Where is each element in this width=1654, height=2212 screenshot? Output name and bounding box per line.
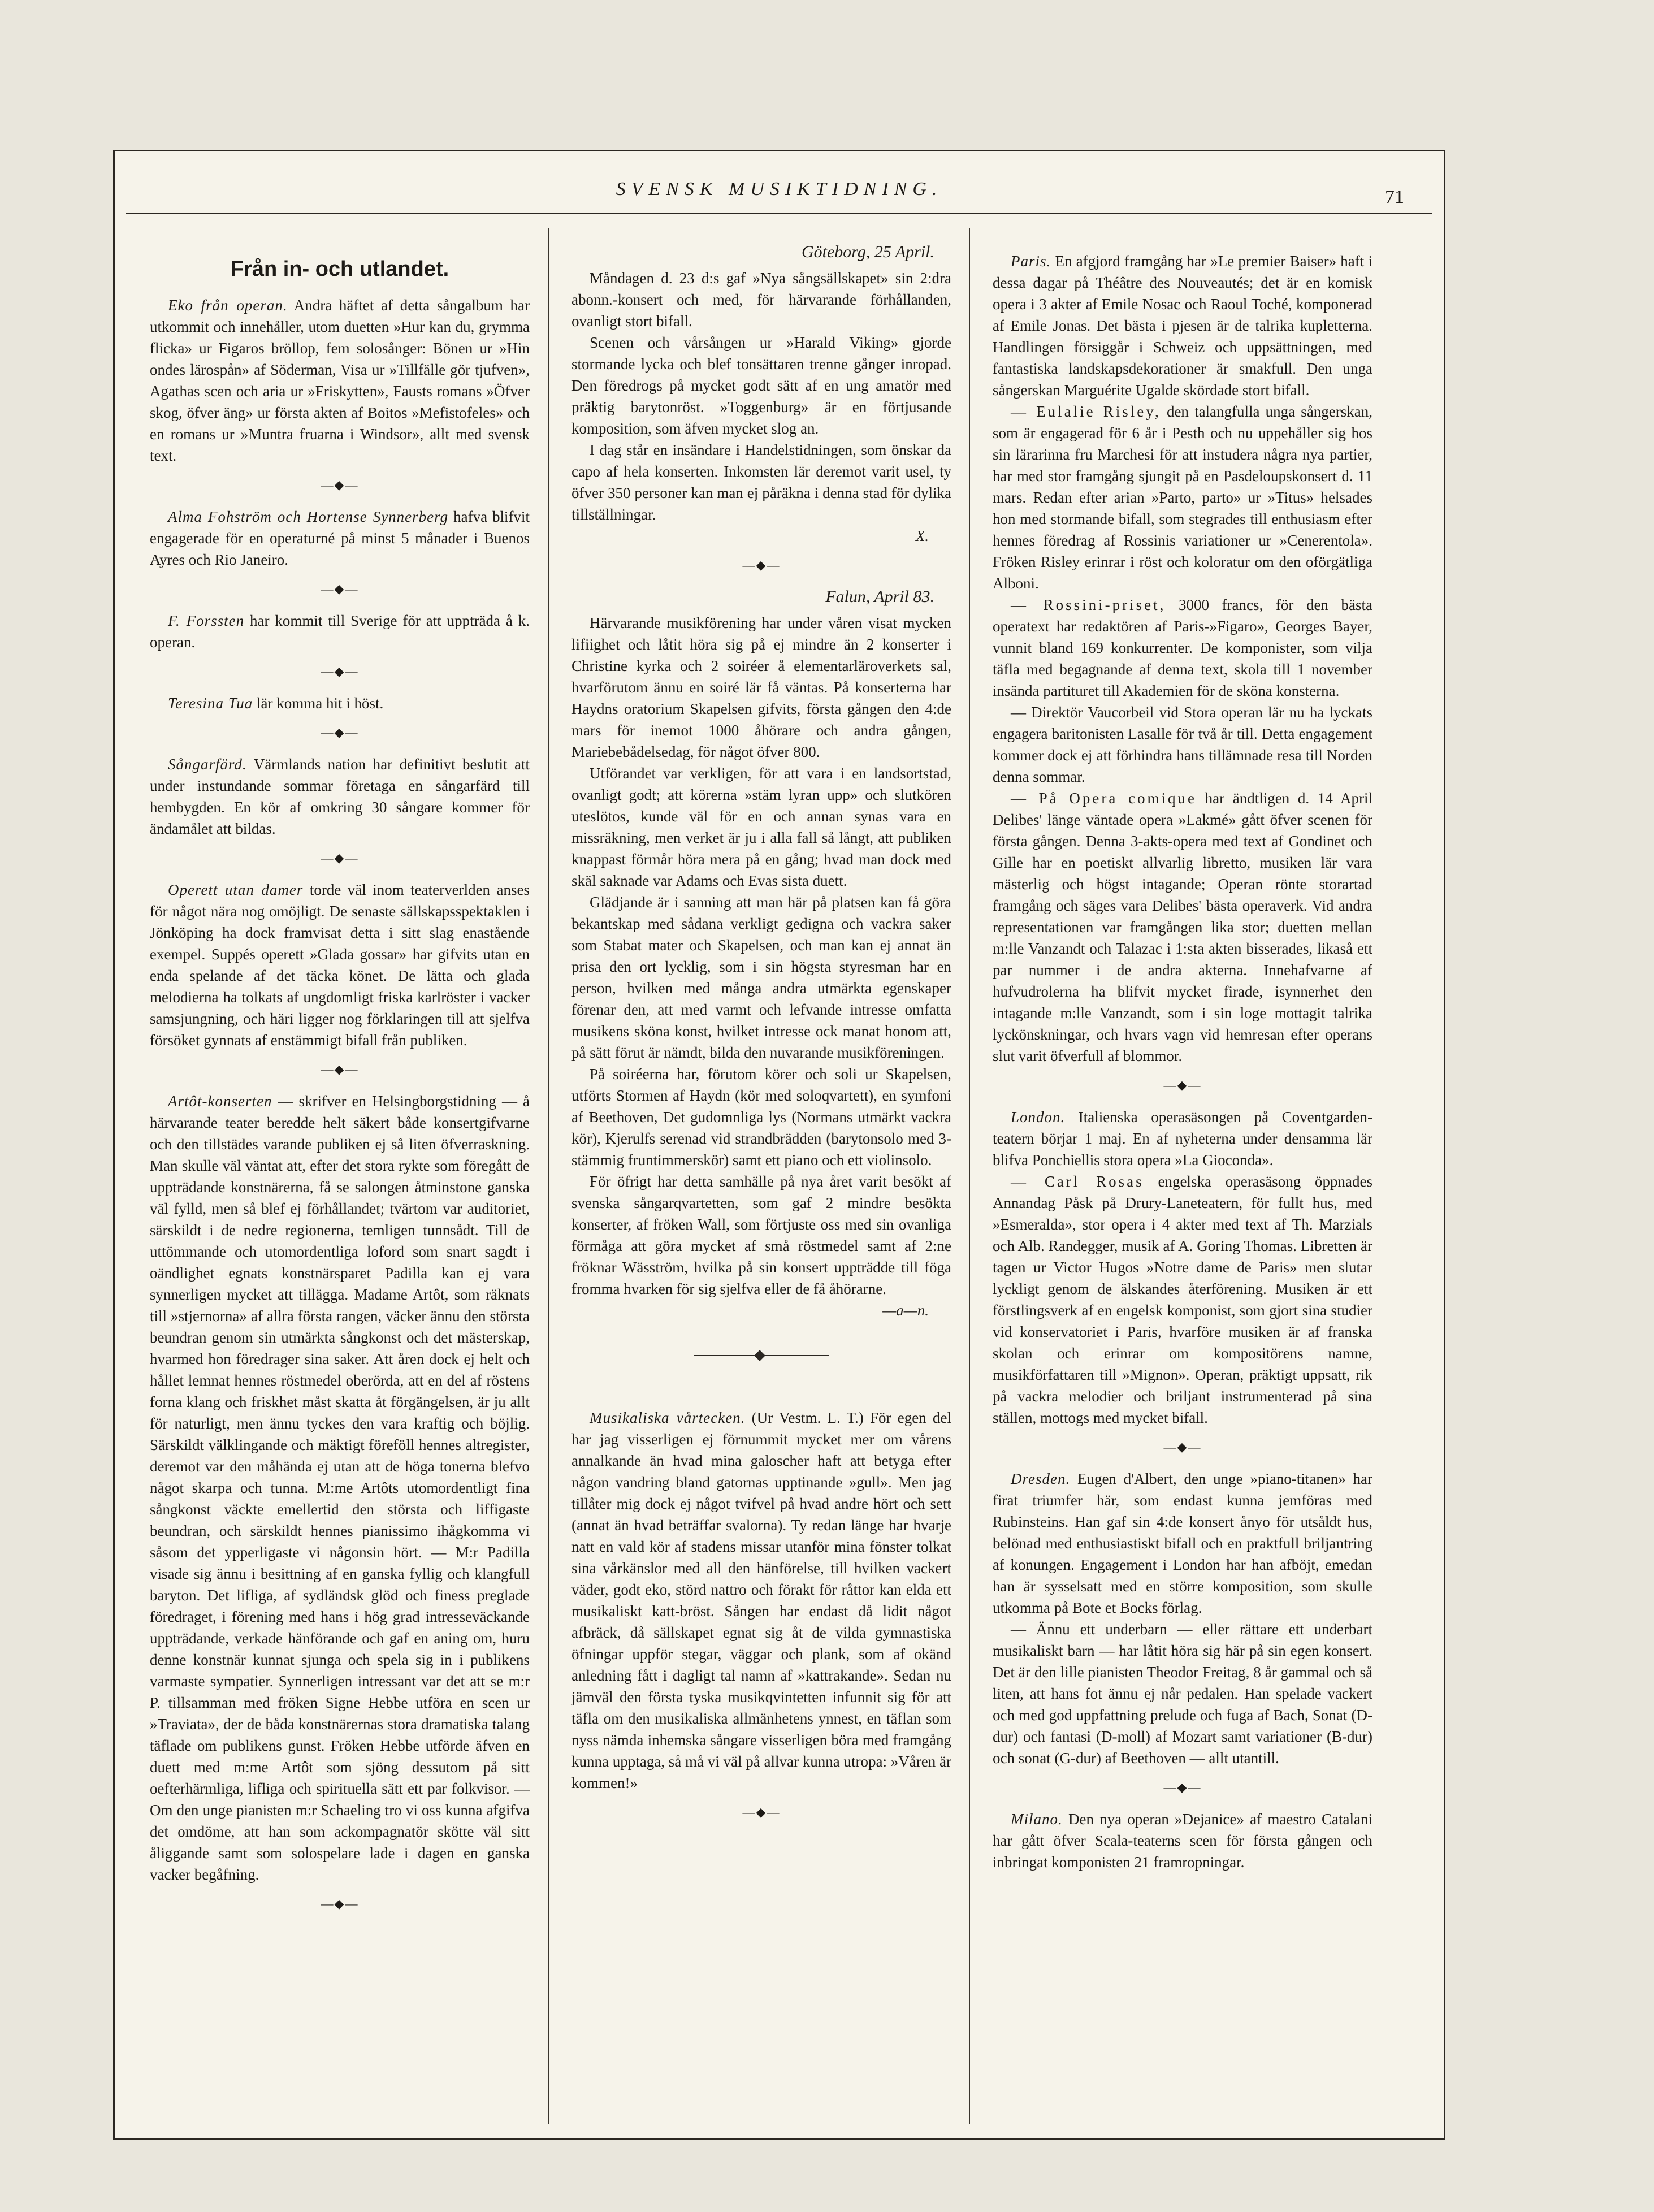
news-item: [150, 692, 530, 714]
item-text: En afgjord framgång har »Le premier Baiser» haft i dessa dagar på Théâtre des Nouveautés; det är en komisk opera i 3 akter af Emile Nosac och Raoul Toché, komponerad af Emile Jonas. Det bästa i pjesen är de talrika kupletterna. Handlingen försiggår i Schweiz och uppsättningen, med fantastiska landskapsdekorationer är smakfull. Den unga sångerskan Marguérite Ugalde skördade stort bifall.: [993, 253, 1372, 399]
divider-ornament: [694, 1355, 829, 1356]
item-lead: Alma Fohström och Hortense Synnerberg: [168, 508, 449, 525]
item-separator: —◆—: [321, 851, 359, 865]
news-item: [993, 594, 1372, 702]
item-text: — skrifver en Helsingborgstidning — å härvarande teater beredde helt säkert både konsertgifvarne och den tillstädes varande publiken ej så liten öfverraskning. Man skulle väl väntat att, efter det stora rykte som föregått de uppträdande konstnärerna, få se salongen åtminstone ganska väl fylld, men så blef ej förhållandet; tvärtom var auditoriet, särskildt i de nedre regionerna, temligen tunnsådt. Till de uttömmande och utomordentliga loford som snart sagdt i oändlighet egnats konstnärsparet Padilla kan ej vara synnerligen mycket att tillägga. Madame Artôt, som räknats till »stjernorna» af allra första rangen, väcker ännu den största beundran genom sin utmärkta sångkonst och det mästerskap, hvarmed hon föredrager sina saker. Att åren dock ej helt och hållet lemnat hennes röstmedel oberörda, att en del af röstens forna klang och friskhet måst skatta åt förgängelsen, är ju allt för naturligt, men ännu tyckes den vara kraftig och böjlig. Särskildt välklingande och mäktigt föreföll hennes altregister, deremot var den måhända ej utan att de höga tonerna blefvo något skarpa och tunna. M:me Artôts utomordentligt fina sångkonst väckte emellertid den största och liffigaste beundran, och särskildt hennes pianissimo ihågkomma vi såsom det ypperligaste vi någonsin hört. — M:r Padilla visade sig ännu i besittning af en ganska fyllig och klangfull baryton. Det lifliga, af sydländsk glöd och finess preglade föredraget, i förening med hans i hög grad intresseväckande uppträdande, verkade hänförande och gaf en aning om, huru denne konstnär kunnat sjunga och spela sig in i publikens varmaste sympatier. Synnerligen intressant var det att se m:r P. tillsamman med fröken Signe Hebbe utföra en scen ur »Traviata», der de båda konstnärernas stora dramatiska talang täflade om publikens gunst. Fröken Hebbe utförde äfven en duett med m:me Artôt som sjöng dessutom på sitt oefterhärmliga, lifliga och spirituella sätt ett par folkvisor. — Om den unge pianisten m:r Schaeling tro vi oss kunna afgifva det omdöme, att han som ackompagnatör skötte väl sitt åliggande samt som solospelare lade i dagen en ganska vacker begåfning.: [150, 1093, 530, 1883]
item-lead: Operett utan damer: [168, 881, 304, 898]
column-1: [150, 228, 530, 2124]
news-item: [571, 1407, 951, 1794]
column-rule-left: [548, 228, 549, 2124]
item-lead: Musikaliska vårtecken.: [590, 1409, 746, 1426]
item-separator: —◆—: [1163, 1078, 1202, 1092]
news-item: [150, 506, 530, 570]
column-3: [993, 228, 1372, 2124]
publication-title: SVENSK MUSIKTIDNING.: [616, 179, 943, 200]
item-text: hafva blifvit engagerade för en operaturné på minst 5 månader i Buenos Ayres och Rio Janeiro.: [150, 508, 530, 568]
dateline: Göteborg, 25 April.: [801, 243, 934, 261]
paragraph: Glädjande är i sanning att man här på platsen kan få göra bekantskap med sådana verkligt gedigna och vackra saker som Stabat mater och Skapelsen, och man kan ej annat än prisa den ort lycklig, som i sin högsta styresman har en person, hvilken med många andra utmärkta egenskaper förenar den, att med varmt och lefvande intresse omfatta musikens sköna konst, hvilket intresse ock manat honom att, på sätt förut är nämdt, bilda den nuvarande musikföreningen.: [571, 894, 951, 1061]
news-item: [993, 787, 1372, 1067]
paragraph: I dag står en insändare i Handelstidningen, som önskar da capo af hela konserten. Inkomsten lär deremot varit usel, ty öfver 350 personer kan man ej påräkna i denna stad för dylika tillställningar.: [571, 441, 951, 523]
item-separator: —◆—: [321, 1062, 359, 1076]
header-rule: [126, 213, 1432, 214]
item-lead: Paris.: [1011, 253, 1051, 270]
item-lead: — Direktör: [1011, 704, 1083, 721]
news-item: [993, 401, 1372, 594]
news-item: [150, 610, 530, 653]
news-item: [993, 1171, 1372, 1429]
item-lead: Artôt-konserten: [168, 1093, 272, 1110]
item-lead: Teresina Tua: [168, 695, 253, 712]
item-lead: Milano.: [1011, 1811, 1063, 1828]
column-2: [571, 228, 951, 2124]
signature: X.: [915, 527, 929, 544]
item-lead: — Eulalie Risley,: [1011, 403, 1161, 420]
item-text: lär komma hit i höst.: [257, 695, 384, 712]
news-item: [993, 1106, 1372, 1171]
item-text: ett underbarn — eller rättare ett underbart musikaliskt barn — har låtit höra sig här på sin egen konsert. Det är den lille pianisten Theodor Freitag, 8 år gammal och så liten, att hans fot ännu ej når pedalen. Han spelade vackert och med god uppfattning prelude och fuga af Bach, Sonat (D-dur) och fantasi (D-moll) af Mozart samt variationer (B-dur) och sonat (G-dur) af Beethoven — allt utantill.: [993, 1621, 1372, 1767]
item-text: har kommit till Sverige för att uppträda å k. operan.: [150, 612, 530, 651]
item-lead: Sångarfärd.: [168, 756, 247, 773]
news-item: [993, 1618, 1372, 1769]
page-number: 71: [1385, 187, 1404, 207]
news-item: [993, 1468, 1372, 1618]
paragraph: Utförandet var verkligen, för att vara i en landsortstad, ovanligt godt; att körerna »stäm lyran upp» och slutkören uteslötos, kunde väl för en och annan synas vara en missräkning, men verket är ju i alla fall så långt, att publiken knappast förmår höra mera på en gång; hvad man dock med skäl saknade var Adams och Evas sista duett.: [571, 765, 951, 889]
item-separator: —◆—: [321, 478, 359, 492]
item-lead: — Rossini-priset,: [1011, 596, 1166, 613]
item-separator: —◆—: [1163, 1440, 1202, 1454]
item-text: har ändtligen d. 14 April Delibes' länge väntade opera »Lakmé» gått öfver scenen för första gången. Denna 3-akts-opera med text af Gondinet och Gille har en poetiskt allvarlig libretto, musiken lär vara mästerlig och högst intagande; Operan rönte storartad framgång och säges vara Delibes' bästa operaverk. Vid andra representationen var framgången lika stor; duetten mellan m:lle Vanzandt och Talazac i 1:sta akten bisserades, likaså ett par nummer i de andra akterna. Innehafvarne af hufvudrolerna ha blifvit mycket firade, isynnerhet den intagande m:lle Vanzandt, som i sin loge mottagit talrika lyckönskningar, och hvars vagn vid hemresan efter operans slut varit öfverfull af blommor.: [993, 790, 1372, 1064]
section-heading: Från in- och utlandet.: [230, 257, 449, 281]
item-separator: —◆—: [742, 1805, 781, 1819]
section-divider: [571, 1340, 951, 1362]
item-text: 3000 francs, för den bästa operatext har redaktören af Paris-»Figaro», Georges Bayer, vunnit bland 169 konkurrenter. De komponister, som vilja täfla med begagnande af denna text, skola till 1 november insända partituret till Akademien för de sköna konsterna.: [993, 596, 1372, 699]
news-item: [993, 250, 1372, 401]
item-separator: —◆—: [321, 664, 359, 678]
dateline: Falun, April 83.: [825, 587, 934, 606]
item-text: Den nya operan »Dejanice» af maestro Catalani har gått öfver Scala-teaterns scen för första gången och inbringat komponisten 21 framropningar.: [993, 1811, 1372, 1871]
item-text: Italienska operasäsongen på Coventgarden-teatern börjar 1 maj. En af nyheterna under densamma lär blifva Ponchiellis stora opera »La Gioconda».: [993, 1109, 1372, 1168]
page-header: [115, 151, 1444, 215]
paragraph: Härvarande musikförening har under våren visat mycken lifiighet och låtit höra sig på ej mindre än 2 konserter i Christine kyrka och 2 soiréer å elementarläroverkets sal, hvarförutom ännu en soiré lär få väntas. På konserterna har Haydns oratorium Skapelsen gifvits, första gången den 4:de mars för inemot 1000 åhörare och andra gången, Mariebebådelsedag, för något öfver 800.: [571, 614, 951, 760]
newspaper-page: [113, 150, 1445, 2140]
item-text: torde väl inom teaterverlden anses för något nära nog omöjligt. De senaste sällskapsspektaklen i Jönköping ha dock framvisat detta i sitt slag enastående exempel. Suppés operett »Glada gossar» har gifvits utan en enda spelande af det täcka könet. De lätta och glada melodierna ha tolkats af ungdomligt friska karlröster i vacker samsjungning, och häri ligger nog förklaringen till att sjelfva försöket gynnats af enstämmigt bifall från publiken.: [150, 881, 530, 1049]
news-item: [150, 1090, 530, 1885]
news-item: [150, 295, 530, 466]
item-lead: Dresden.: [1011, 1470, 1071, 1487]
item-text: den talangfulla unga sångerskan, som är engagerad för 6 år i Pesth och nu uppehåller sig hos sin lärarinna fru Marchesi för att instudera några nya partier, har med stor framgång sjungit på en Pasdeloupskonsert d. 11 mars. Redan efter arian »Parto, parto» ur »Titus» helsades hon med stormande bifall, som stegrades till enthusiasm efter hennes föredrag af Rossinis variationer ur »Cenerentola». Fröken Risley erinrar i röst och koloratur om den oförgätliga Alboni.: [993, 403, 1372, 592]
paragraph: För öfrigt har detta samhälle på nya året varit besökt af svenska sångarqvartetten, som gaf 2 mindre besökta konserter, af fröken Wall, som förtjuste oss med sin ovanliga förmåga att göra mycket af små röstmedel samt af 2:ne fröknar Wäsström, hvilka på sin konsert uppträdde till föga fromma hvarken för sig sjelfva eller de få åhörarne.: [571, 1173, 951, 1297]
news-item: [150, 754, 530, 839]
item-lead: London.: [1011, 1109, 1066, 1126]
item-lead: — Ännu: [1011, 1621, 1070, 1638]
news-item: [150, 879, 530, 1051]
item-lead: — På Opera comique: [1011, 790, 1197, 807]
item-lead: — Carl Rosas: [1011, 1173, 1144, 1190]
item-separator: —◆—: [742, 558, 781, 572]
item-text: Eugen d'Albert, den unge »piano-titanen» har firat triumfer här, som endast kunna jemföras med Rubinsteins. Han gaf sin 4:de konsert ånyo för utsåldt hus, belönad med enthusiastiskt bifall och en praktfull briljantring af konungen. Engagement i London har han afböjt, emedan han är sysselsatt med en större komposition, som skulle utkomma på Bote et Bocks förlag.: [993, 1470, 1372, 1616]
paragraph: På soiréerna har, förutom körer och soli ur Skapelsen, utförts Stormen af Haydn (kör med soloqvartett), en symfoni af Beethoven, Det gudomnliga lys (Normans utmärkt vackra kör), Kjerulfs serenad vid strandbrädden (barytonsolo med 3-stämmig fruntimmerskör) samt ett piano och ett violinsolo.: [571, 1066, 951, 1168]
item-text: Vaucorbeil vid Stora operan lär nu ha lyckats engagera baritonisten Lasalle för två år till. Detta engagement kommer dock ej att förhindra hans tillämnade resa till Norden denna sommar.: [993, 704, 1372, 785]
item-separator: —◆—: [321, 725, 359, 739]
item-text: Värmlands nation har definitivt beslutit att under instundande sommar företaga en sångarfärd till hembygden. En kör af omkring 30 sångare kommer för ändamålet att bildas.: [150, 756, 530, 837]
item-text: engelska operasäsong öppnades Annandag Påsk på Drury-Laneteatern, för fullt hus, med »Esmeralda», stor opera i 4 akter med text af Th. Marzials och Alb. Randegger, musik af A. Goring Thomas. Libretten är tagen ur Victor Hugos »Notre dame de Paris» men slutar lyckligt genom de älskandes återförening. Musiken är ett förstlingsverk af en engelsk komponist, som gjort sina studier vid konservatoriet i Paris, hvarföre musiken är af franska skolan och erinrar om kompositörens namne, musikförfattaren till »Mignon». Operan, präktigt uppsatt, rik på vackra melodier och briljant instrumenterad på sina ställen, mottogs med mycket bifall.: [993, 1173, 1372, 1426]
column-rule-right: [969, 228, 970, 2124]
item-text: Andra häftet af detta sångalbum har utkommit och innehåller, utom duetten »Hur kan du, grymma flicka» ur Figaros bröllop, fem solosånger: Bönen ur »Hin ondes lärospån» af Söderman, Visa ur »Tillfälle gör tjufven», Agathas scen och aria ur »Friskytten», Fausts romans »Öfver skog, öfver äng» ur första akten af Boitos »Mefistofeles» och en romans ur »Muntra fruarna i Windsor», allt med svensk text.: [150, 297, 530, 464]
news-item: [993, 702, 1372, 787]
paragraph: Måndagen d. 23 d:s gaf »Nya sångsällskapet» sin 2:dra abonn.-konsert och med, för härvarande förhållanden, ovanligt stort bifall.: [571, 270, 951, 330]
signature: —a—n.: [882, 1302, 929, 1319]
item-lead: F. Forssten: [168, 612, 245, 629]
news-item: [993, 1808, 1372, 1873]
item-separator: —◆—: [1163, 1780, 1202, 1794]
paragraph: Scenen och vårsången ur »Harald Viking» gjorde stormande lycka och blef tonsättaren trenne gånger inropad. Den föredrogs på mycket godt sätt af en ung amatör med präktig barytonröst. »Toggenburg» är en förtjusande komposition, som äfven mycket slog an.: [571, 334, 951, 437]
item-separator: —◆—: [321, 1897, 359, 1911]
item-lead: Eko från operan.: [168, 297, 288, 314]
item-separator: —◆—: [321, 582, 359, 596]
item-text: (Ur Vestm. L. T.) För egen del har jag visserligen ej förnummit mycket mer om vårens annalkande än hvad mina galoscher haft att betyga efter någon vandring bland gatornas upptinande »gull». Men jag tillåter mig dock ej något tvifvel på hvad andre hört och sett (annat än hvad beträffar svalorna). Ty redan länge har hvarje natt en vald kör af stadens missar utanför mina fönster tolkat sina vårkänslor med all den hänförelse, till hvilken vackert väder, godt eko, störd nattro och förakt för råttor kan elda ett musikaliskt katt-bröst. Sången har endast då lidit något afbräck, då sällskapet egnat sig åt de vilda gymnastiska öfningar uppför stegar, väggar och plank, som af okänd anledning fått i dagligt tal namn af »kattrakande». Sedan nu jämväl den första tyska musikqvintetten infunnit sig för att täfla om den musikaliska allmänhetens ynnest, en täflan som nyss nämda inhemska sångare visserligen böra med framgång kunna upptaga, så må vi väl på allvar kunna utropa: »Våren är kommen!»: [571, 1409, 951, 1791]
